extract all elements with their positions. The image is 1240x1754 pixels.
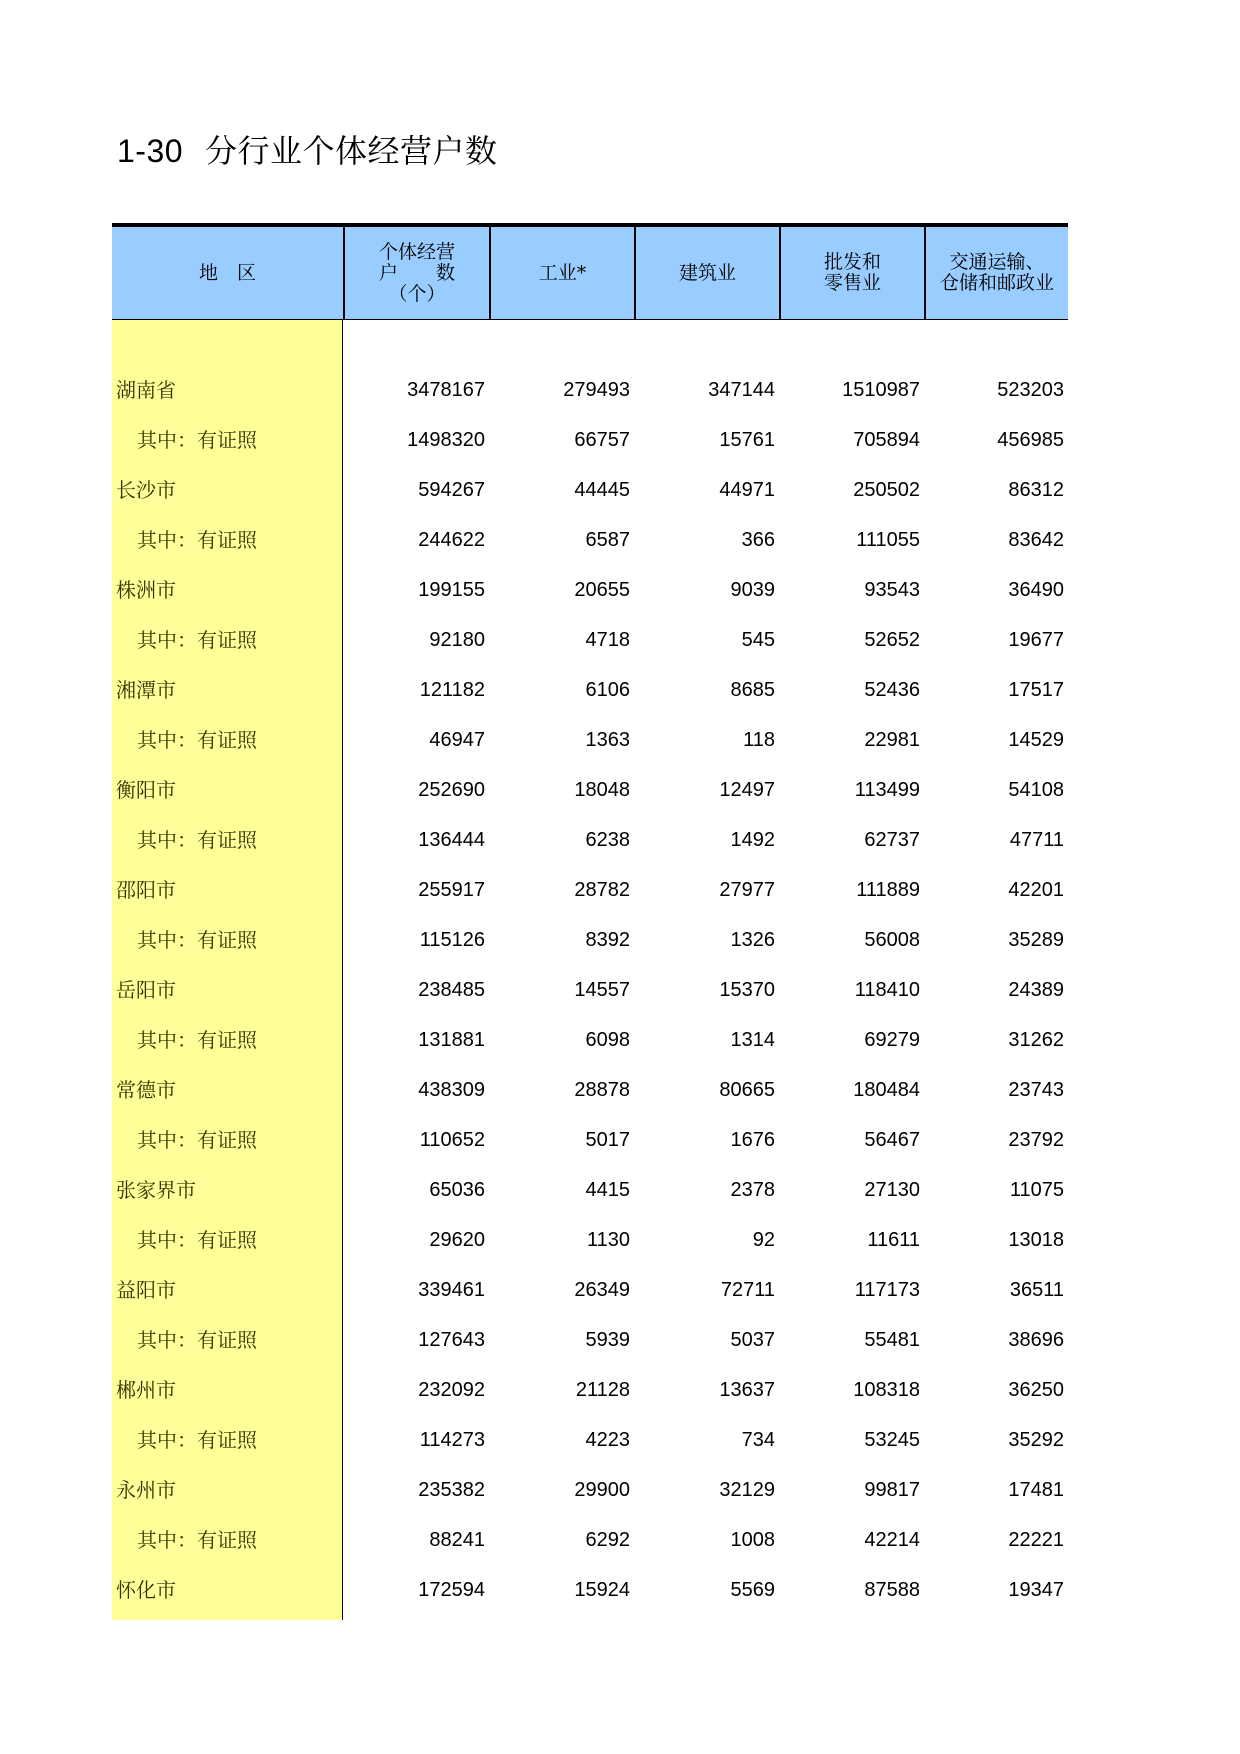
value-households: 3478167 xyxy=(407,379,485,401)
value-wholesale-retail: 52652 xyxy=(864,629,920,651)
value-industry: 6292 xyxy=(585,1529,630,1551)
value-construction: 2378 xyxy=(730,1179,775,1201)
table-title: 分行业个体经营户数 xyxy=(205,132,498,170)
region-name: 株洲市 xyxy=(116,578,176,602)
value-wholesale-retail: 11611 xyxy=(867,1229,920,1251)
value-industry: 6587 xyxy=(585,529,630,551)
value-industry: 14557 xyxy=(574,979,630,1001)
value-construction: 32129 xyxy=(719,1479,775,1501)
value-wholesale-retail: 1510987 xyxy=(842,379,920,401)
region-name: 其中：有证照 xyxy=(137,628,257,652)
table-row xyxy=(112,1415,1068,1465)
value-construction: 545 xyxy=(741,629,775,651)
header-households-line2: 户 数 xyxy=(378,261,455,284)
value-transport: 35292 xyxy=(1008,1429,1064,1451)
value-transport: 13018 xyxy=(1008,1229,1064,1251)
header-transport-line1: 交通运输、 xyxy=(949,251,1045,273)
table-row xyxy=(112,465,1068,515)
value-transport: 24389 xyxy=(1008,979,1064,1001)
region-name: 其中：有证照 xyxy=(137,1528,257,1552)
value-transport: 17481 xyxy=(1008,1479,1064,1501)
region-name: 长沙市 xyxy=(116,478,176,502)
value-wholesale-retail: 250502 xyxy=(853,479,920,501)
value-wholesale-retail: 93543 xyxy=(864,579,920,601)
table-row xyxy=(112,815,1068,865)
value-transport: 23743 xyxy=(1008,1079,1064,1101)
table-row xyxy=(112,565,1068,615)
value-households: 594267 xyxy=(418,479,485,501)
value-transport: 456985 xyxy=(997,429,1064,451)
table-row xyxy=(112,1565,1068,1615)
value-construction: 27977 xyxy=(719,879,775,901)
value-households: 235382 xyxy=(418,1479,485,1501)
value-construction: 15370 xyxy=(719,979,775,1001)
table-row xyxy=(112,765,1068,815)
table-body xyxy=(112,320,1068,1620)
table-row xyxy=(112,1015,1068,1065)
value-households: 339461 xyxy=(418,1279,485,1301)
value-households: 172594 xyxy=(418,1579,485,1601)
value-transport: 19347 xyxy=(1008,1579,1064,1601)
table-number: 1-30 xyxy=(117,133,184,169)
header-transport-line2: 仓储和邮政业 xyxy=(939,272,1054,294)
value-transport: 19677 xyxy=(1008,629,1064,651)
value-wholesale-retail: 118410 xyxy=(854,979,920,1001)
value-construction: 1676 xyxy=(730,1129,775,1151)
value-construction: 44971 xyxy=(719,479,775,501)
table-row xyxy=(112,1515,1068,1565)
value-construction: 15761 xyxy=(719,429,775,451)
value-transport: 23792 xyxy=(1008,1129,1064,1151)
value-wholesale-retail: 87588 xyxy=(864,1579,920,1601)
region-name: 其中：有证照 xyxy=(137,728,257,752)
value-construction: 13637 xyxy=(719,1379,775,1401)
value-transport: 11075 xyxy=(1009,1179,1064,1201)
table-row xyxy=(112,1165,1068,1215)
table-row xyxy=(112,1315,1068,1365)
value-households: 88241 xyxy=(429,1529,485,1551)
header-households xyxy=(343,227,489,319)
value-transport: 42201 xyxy=(1008,879,1064,901)
value-households: 114273 xyxy=(419,1429,485,1451)
region-name: 张家界市 xyxy=(116,1178,196,1202)
value-construction: 1326 xyxy=(730,929,775,951)
table-row xyxy=(112,615,1068,665)
value-wholesale-retail: 56008 xyxy=(864,929,920,951)
value-wholesale-retail: 99817 xyxy=(864,1479,920,1501)
header-region xyxy=(112,227,343,319)
region-name: 湖南省 xyxy=(116,378,176,402)
header-region-label: 地 区 xyxy=(198,261,256,284)
value-construction: 12497 xyxy=(719,779,775,801)
table-row xyxy=(112,1465,1068,1515)
value-households: 244622 xyxy=(418,529,485,551)
region-name: 其中：有证照 xyxy=(137,428,257,452)
value-households: 252690 xyxy=(418,779,485,801)
value-households: 238485 xyxy=(418,979,485,1001)
region-name: 郴州市 xyxy=(116,1378,176,1402)
value-industry: 66757 xyxy=(574,429,630,451)
table-row xyxy=(112,365,1068,415)
region-name: 益阳市 xyxy=(116,1278,176,1302)
header-households-line1: 个体经营 xyxy=(378,240,455,263)
header-transport xyxy=(924,227,1068,319)
value-households: 29620 xyxy=(429,1229,485,1251)
value-transport: 36511 xyxy=(1009,1279,1064,1301)
region-name: 其中：有证照 xyxy=(137,1428,257,1452)
table-row xyxy=(112,1065,1068,1115)
value-industry: 1363 xyxy=(585,729,630,751)
header-industry xyxy=(489,227,634,319)
value-industry: 18048 xyxy=(574,779,630,801)
value-industry: 5017 xyxy=(585,1129,630,1151)
region-name: 岳阳市 xyxy=(116,978,176,1002)
value-construction: 9039 xyxy=(730,579,775,601)
value-construction: 347144 xyxy=(708,379,775,401)
value-industry: 20655 xyxy=(574,579,630,601)
region-name: 湘潭市 xyxy=(116,678,176,702)
value-construction: 80665 xyxy=(719,1079,775,1101)
value-industry: 15924 xyxy=(574,1579,630,1601)
value-households: 131881 xyxy=(418,1029,485,1051)
value-industry: 28878 xyxy=(574,1079,630,1101)
header-industry-label: 工业* xyxy=(538,261,587,284)
table-rows xyxy=(112,365,1068,1615)
region-name: 其中：有证照 xyxy=(137,1028,257,1052)
value-construction: 1492 xyxy=(730,829,775,851)
value-transport: 36490 xyxy=(1008,579,1064,601)
value-transport: 47711 xyxy=(1009,829,1064,851)
header-wholesale-line2: 零售业 xyxy=(823,272,881,294)
value-households: 115126 xyxy=(419,929,485,951)
value-households: 121182 xyxy=(419,679,485,701)
value-transport: 523203 xyxy=(997,379,1064,401)
value-households: 199155 xyxy=(418,579,485,601)
region-name: 其中：有证照 xyxy=(137,828,257,852)
value-wholesale-retail: 69279 xyxy=(864,1029,920,1051)
table-header xyxy=(112,223,1068,320)
value-wholesale-retail: 52436 xyxy=(864,679,920,701)
value-wholesale-retail: 53245 xyxy=(864,1429,920,1451)
value-households: 110652 xyxy=(419,1129,485,1151)
table-row xyxy=(112,965,1068,1015)
table-row xyxy=(112,865,1068,915)
region-name: 衡阳市 xyxy=(116,778,176,802)
table-row xyxy=(112,1215,1068,1265)
region-name: 怀化市 xyxy=(116,1578,176,1602)
value-transport: 83642 xyxy=(1008,529,1064,551)
value-wholesale-retail: 180484 xyxy=(853,1079,920,1101)
value-industry: 8392 xyxy=(585,929,630,951)
region-name: 其中：有证照 xyxy=(137,1228,257,1252)
value-construction: 92 xyxy=(752,1229,775,1251)
value-transport: 17517 xyxy=(1008,679,1064,701)
value-industry: 4223 xyxy=(585,1429,630,1451)
value-wholesale-retail: 108318 xyxy=(853,1379,920,1401)
page-title xyxy=(117,126,498,172)
table-row xyxy=(112,515,1068,565)
value-wholesale-retail: 27130 xyxy=(864,1179,920,1201)
region-name: 永州市 xyxy=(116,1478,176,1502)
value-industry: 1130 xyxy=(586,1229,630,1251)
value-wholesale-retail: 62737 xyxy=(864,829,920,851)
table-row xyxy=(112,715,1068,765)
value-households: 255917 xyxy=(418,879,485,901)
value-households: 65036 xyxy=(429,1179,485,1201)
value-households: 1498320 xyxy=(407,429,485,451)
region-name: 其中：有证照 xyxy=(137,528,257,552)
header-construction xyxy=(634,227,779,319)
value-industry: 44445 xyxy=(574,479,630,501)
value-wholesale-retail: 22981 xyxy=(864,729,920,751)
value-construction: 734 xyxy=(741,1429,775,1451)
value-construction: 366 xyxy=(741,529,775,551)
value-industry: 21128 xyxy=(575,1379,630,1401)
value-households: 127643 xyxy=(418,1329,485,1351)
value-households: 438309 xyxy=(418,1079,485,1101)
region-name: 邵阳市 xyxy=(116,878,176,902)
value-wholesale-retail: 55481 xyxy=(864,1329,920,1351)
value-industry: 6238 xyxy=(585,829,630,851)
header-wholesale-retail xyxy=(779,227,924,319)
region-name: 其中：有证照 xyxy=(137,1128,257,1152)
value-construction: 118 xyxy=(743,729,775,751)
value-industry: 4415 xyxy=(585,1179,630,1201)
value-transport: 38696 xyxy=(1008,1329,1064,1351)
value-wholesale-retail: 111889 xyxy=(856,879,920,901)
value-industry: 6098 xyxy=(585,1029,630,1051)
value-construction: 1314 xyxy=(730,1029,775,1051)
value-industry: 26349 xyxy=(574,1279,630,1301)
value-industry: 5939 xyxy=(585,1329,630,1351)
region-name: 其中：有证照 xyxy=(137,1328,257,1352)
value-construction: 72711 xyxy=(720,1279,775,1301)
value-industry: 279493 xyxy=(563,379,630,401)
value-wholesale-retail: 113499 xyxy=(854,779,920,801)
value-households: 92180 xyxy=(429,629,485,651)
region-name: 其中：有证照 xyxy=(137,928,257,952)
value-construction: 8685 xyxy=(730,679,775,701)
data-table xyxy=(112,223,1068,1620)
header-households-line3: （个） xyxy=(388,282,446,305)
value-industry: 4718 xyxy=(585,629,630,651)
table-row xyxy=(112,415,1068,465)
value-industry: 28782 xyxy=(574,879,630,901)
value-households: 46947 xyxy=(429,729,485,751)
value-wholesale-retail: 42214 xyxy=(864,1529,920,1551)
header-construction-label: 建筑业 xyxy=(678,261,736,284)
value-households: 136444 xyxy=(418,829,485,851)
table-row xyxy=(112,1365,1068,1415)
table-row xyxy=(112,1115,1068,1165)
table-row xyxy=(112,915,1068,965)
value-construction: 1008 xyxy=(730,1529,775,1551)
header-wholesale-line1: 批发和 xyxy=(823,251,881,273)
value-construction: 5037 xyxy=(730,1329,775,1351)
value-households: 232092 xyxy=(418,1379,485,1401)
value-transport: 31262 xyxy=(1008,1029,1064,1051)
value-wholesale-retail: 56467 xyxy=(864,1129,920,1151)
value-transport: 36250 xyxy=(1008,1379,1064,1401)
value-wholesale-retail: 705894 xyxy=(853,429,920,451)
region-name: 常德市 xyxy=(116,1078,176,1102)
table-row xyxy=(112,1265,1068,1315)
value-construction: 5569 xyxy=(730,1579,775,1601)
table-row xyxy=(112,665,1068,715)
value-transport: 14529 xyxy=(1008,729,1064,751)
value-transport: 22221 xyxy=(1008,1529,1064,1551)
value-transport: 86312 xyxy=(1008,479,1064,501)
value-wholesale-retail: 111055 xyxy=(856,529,920,551)
value-industry: 6106 xyxy=(585,679,630,701)
value-industry: 29900 xyxy=(574,1479,630,1501)
value-transport: 54108 xyxy=(1008,779,1064,801)
value-wholesale-retail: 117173 xyxy=(854,1279,920,1301)
value-transport: 35289 xyxy=(1008,929,1064,951)
